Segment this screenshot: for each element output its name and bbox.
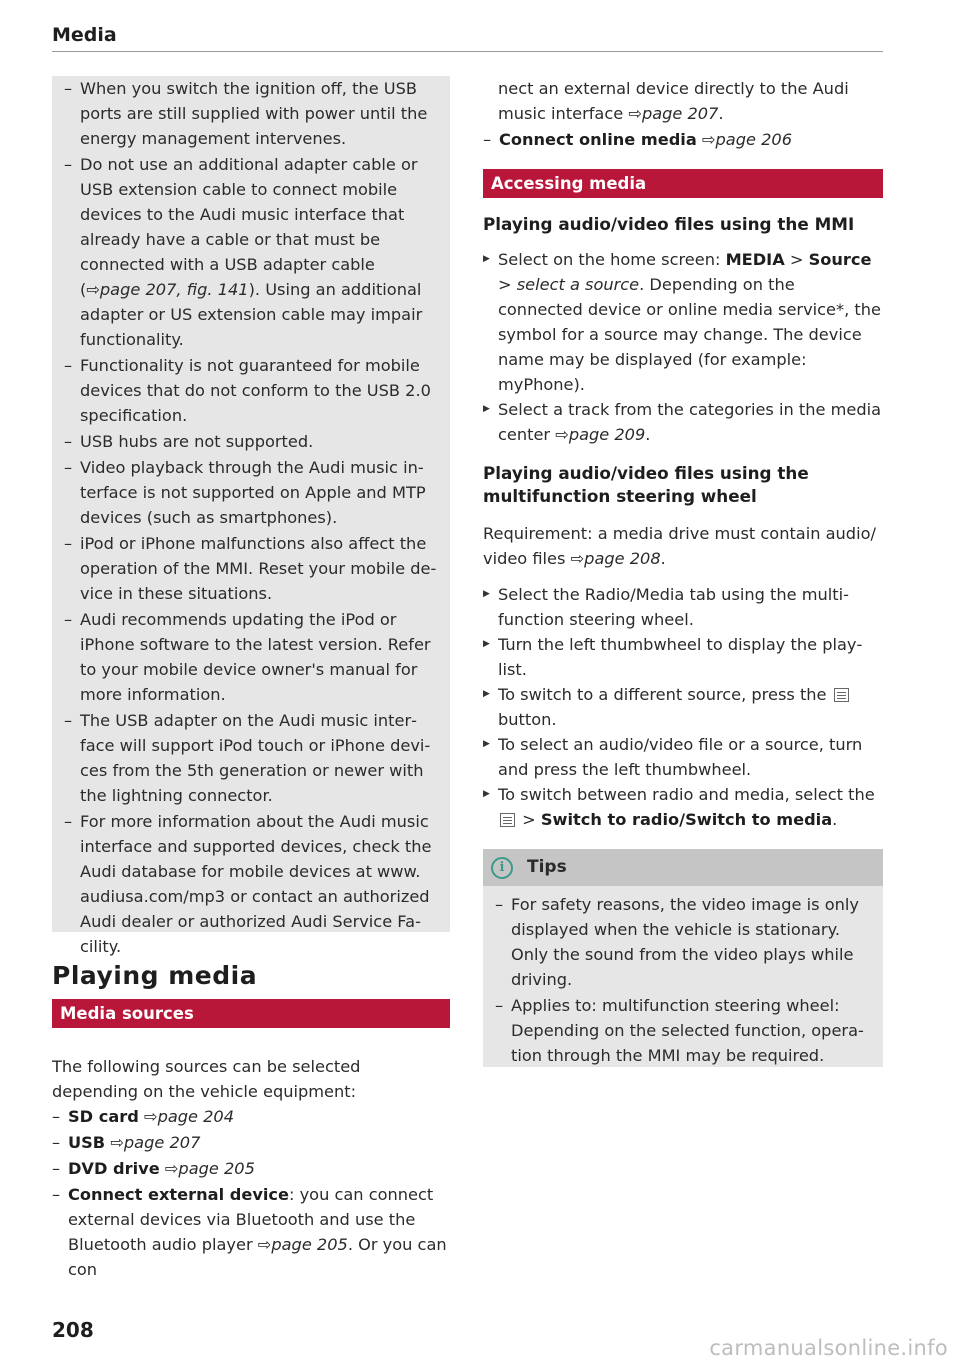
menu-button-icon: [500, 813, 515, 827]
step-item: ▶ Select the Radio/Media tab using the multifunction steering wheel.: [483, 582, 883, 632]
note-item: – USB hubs are not supported.: [64, 429, 440, 454]
note-list: [64, 76, 440, 959]
source-item: [52, 1156, 450, 1181]
page-link[interactable]: [702, 130, 792, 149]
continued-text-body: nect an external device directly to the Audi music interface: [498, 79, 849, 123]
page-link[interactable]: [144, 1107, 234, 1126]
step-text: . Depending on the connected device or online media service*, the symbol for a source may change. The device name may be displayed (for example: myPhone).: [498, 275, 881, 394]
arrow-icon: ⇨: [555, 425, 569, 444]
arrow-icon: ⇨: [110, 1133, 124, 1152]
page-link-text: page 207: [641, 104, 719, 123]
right-column: [483, 76, 883, 1067]
watermark: carmanualsonline.info: [709, 1336, 948, 1360]
subheading: Playing audio/video files using the MMI: [483, 214, 855, 234]
page-link-text: page 208: [584, 549, 661, 568]
page-link-text: page 204: [157, 1107, 235, 1126]
step-list: [483, 247, 883, 447]
step-item: ▶ Select on the home screen: MEDIA > Source > select a source. Depending on the connected device or online media service*, the symbol for a source may change. The device name may be displayed (for example: myPhone).: [483, 247, 883, 397]
page-link[interactable]: [628, 104, 718, 123]
tips-box: [483, 849, 883, 1067]
menu-term-italic: select a source: [516, 275, 640, 294]
tips-body: [483, 886, 883, 1068]
page-link[interactable]: [571, 549, 661, 568]
page-number: 208: [52, 1318, 94, 1342]
source-item: [52, 1104, 450, 1129]
source-item: [483, 127, 883, 152]
header-rule: [52, 51, 883, 52]
step-text: To switch between radio and media, select the: [498, 785, 875, 804]
note-item: – iPod or iPhone malfunctions also affect the operation of the MMI. Reset your mobile device in these situations.: [64, 531, 440, 606]
arrow-icon: ⇨: [628, 104, 642, 123]
tips-header: [483, 849, 883, 886]
source-list: [52, 1104, 450, 1282]
note-item: – The USB adapter on the Audi music interface will support iPod touch or iPhone devices from the 5th generation or newer with the lightning connector.: [64, 708, 440, 808]
menu-button-icon: [834, 688, 849, 702]
running-header: Media: [52, 24, 117, 46]
step-item: [483, 682, 883, 732]
online-list: [483, 127, 883, 152]
source-label: SD card: [68, 1107, 139, 1126]
page-link[interactable]: [110, 1133, 200, 1152]
page-link-text: page 207, fig. 141: [99, 280, 249, 299]
note-text: Do not use an additional adapter cable or USB extension cable to connect mobile devices to the Audi music interface that already have a cable or that must be connected with a USB adapter cable (: [80, 155, 418, 299]
note-item: [64, 152, 440, 352]
source-item: [52, 1130, 450, 1155]
note-item: – Functionality is not guaranteed for mobile devices that do not conform to the USB 2.0 specification.: [64, 353, 440, 428]
note-text: ). Using an additional adapter or US extension cable may impair functionality.: [80, 280, 423, 349]
source-label: DVD drive: [68, 1159, 160, 1178]
note-item: – For more information about the Audi music interface and supported devices, check the Audi database for mobile devices at www. audiusa.com/mp3 or contact an authorized Audi dealer or authorized Audi Service Facility.: [64, 809, 440, 959]
arrow-icon: ⇨: [257, 1235, 272, 1254]
menu-term: Switch to radio/Switch to media: [540, 810, 833, 829]
page-link[interactable]: [86, 280, 248, 299]
note-box: [52, 76, 450, 956]
step-item: ▶ Turn the left thumbwheel to display the playlist.: [483, 632, 883, 682]
info-icon: i: [491, 857, 513, 879]
source-text: . Or you can con: [68, 1235, 447, 1279]
section-heading: Playing media: [52, 961, 258, 990]
requirement-body: Requirement: a media drive must contain audio/ video files: [483, 524, 876, 568]
source-label: Connect external device: [68, 1185, 289, 1204]
step-item: ▶ To select an audio/video file or a source, turn and press the left thumbwheel.: [483, 732, 883, 782]
arrow-icon: ⇨: [701, 130, 716, 149]
page-link-text: page 207: [123, 1133, 201, 1152]
tip-item: – For safety reasons, the video image is only displayed when the vehicle is stationary. Only the sound from the video plays while driving.: [495, 892, 873, 992]
page-link-text: page 206: [715, 130, 793, 149]
tips-list: [495, 892, 873, 1068]
note-item: – Audi recommends updating the iPod or iPhone software to the latest version. Refer to your mobile device owner's manual for more information.: [64, 607, 440, 707]
page-link-text: page 205: [271, 1235, 348, 1254]
continued-text: nect an external device directly to the Audi music interface ⇨page 207.: [498, 79, 849, 123]
menu-term: MEDIA: [725, 250, 785, 269]
page-link[interactable]: [258, 1235, 348, 1254]
step-text: Select a track from the categories in the media center: [498, 400, 882, 444]
page-link-text: page 209: [568, 425, 646, 444]
source-text: : you can connect external devices via Bluetooth and use the Bluetooth audio player: [68, 1185, 434, 1254]
source-label: Connect online media: [499, 130, 697, 149]
step-list: [483, 582, 883, 832]
source-label: USB: [68, 1133, 106, 1152]
tips-label: Tips: [527, 857, 567, 877]
left-column: [52, 76, 450, 1283]
arrow-icon: ⇨: [86, 280, 100, 299]
step-text: Select on the home screen:: [498, 250, 726, 269]
source-item: [52, 1182, 450, 1282]
step-text: button.: [498, 710, 557, 729]
tip-item: – Applies to: multifunction steering wheel: Depending on the selected function, operation through the MMI may be required.: [495, 993, 873, 1068]
step-item: ▶ Select a track from the categories in the media center ⇨page 209.: [483, 397, 883, 447]
menu-term: Source: [808, 250, 872, 269]
subheading: Playing audio/video files using the multifunction steering wheel: [483, 463, 809, 506]
step-text: To switch to a different source, press the: [498, 685, 832, 704]
arrow-icon: ⇨: [570, 549, 585, 568]
section-bar: Accessing media: [483, 169, 883, 198]
section-bar: Media sources: [52, 999, 450, 1028]
step-item: ▶ To switch between radio and media, select the > Switch to radio/Switch to media.: [483, 782, 883, 832]
intro-text: The following sources can be selected depending on the vehicle equipment:: [52, 1057, 361, 1101]
note-item: – When you switch the ignition off, the USB ports are still supplied with power until the energy management intervenes.: [64, 76, 440, 151]
page-link[interactable]: [555, 425, 645, 444]
note-item: – Video playback through the Audi music interface is not supported on Apple and MTP devices (such as smartphones).: [64, 455, 440, 530]
page-link-text: page 205: [178, 1159, 255, 1178]
arrow-icon: ⇨: [164, 1159, 179, 1178]
page-link[interactable]: [165, 1159, 255, 1178]
requirement-text: Requirement: a media drive must contain audio/ video files ⇨page 208.: [483, 524, 876, 568]
arrow-icon: ⇨: [143, 1107, 158, 1126]
